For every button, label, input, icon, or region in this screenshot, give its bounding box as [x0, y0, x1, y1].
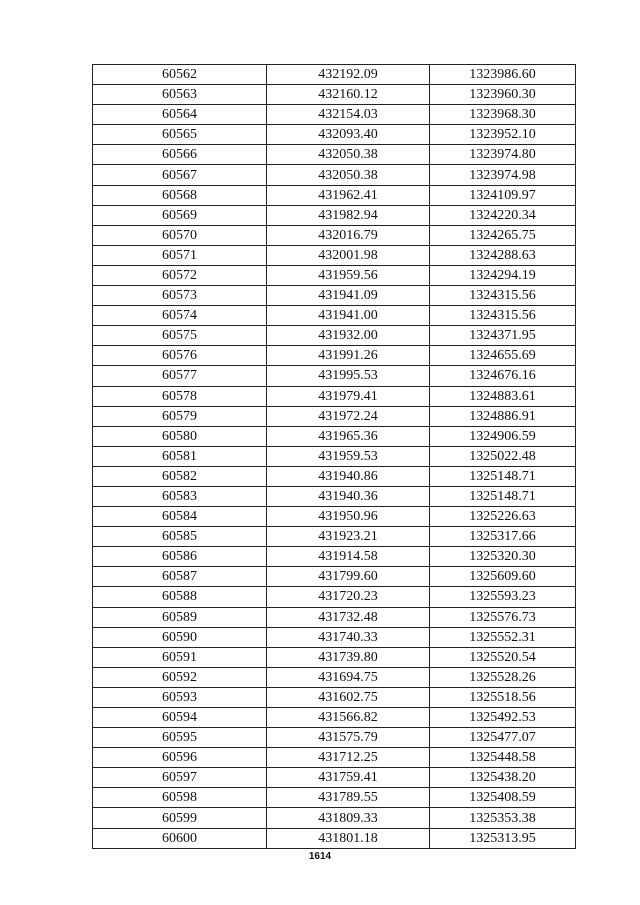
x-coordinate-cell: 432016.79: [267, 225, 430, 245]
table-row: [93, 65, 576, 85]
x-coordinate-cell: 431941.00: [267, 306, 430, 326]
y-coordinate-cell: 1323986.60: [430, 65, 576, 85]
x-coordinate-cell: 431740.33: [267, 627, 430, 647]
y-coordinate-cell: 1325528.26: [430, 667, 576, 687]
table-row: [93, 346, 576, 366]
point-id-cell: 60571: [93, 245, 267, 265]
x-coordinate-cell: 431941.09: [267, 286, 430, 306]
x-coordinate-cell: 431940.86: [267, 466, 430, 486]
x-coordinate-cell: 431602.75: [267, 687, 430, 707]
x-coordinate-cell: 432001.98: [267, 245, 430, 265]
x-coordinate-cell: 431995.53: [267, 366, 430, 386]
y-coordinate-cell: 1325313.95: [430, 828, 576, 848]
table-row: [93, 687, 576, 707]
x-coordinate-cell: 431982.94: [267, 205, 430, 225]
x-coordinate-cell: 431950.96: [267, 507, 430, 527]
x-coordinate-cell: 432050.38: [267, 165, 430, 185]
point-id-cell: 60600: [93, 828, 267, 848]
table-row: [93, 708, 576, 728]
y-coordinate-cell: 1323952.10: [430, 125, 576, 145]
y-coordinate-cell: 1325148.71: [430, 486, 576, 506]
x-coordinate-cell: 431972.24: [267, 406, 430, 426]
y-coordinate-cell: 1325552.31: [430, 627, 576, 647]
table-row: [93, 225, 576, 245]
point-id-cell: 60563: [93, 85, 267, 105]
table-row: [93, 205, 576, 225]
y-coordinate-cell: 1323974.80: [430, 145, 576, 165]
x-coordinate-cell: 432154.03: [267, 105, 430, 125]
point-id-cell: 60598: [93, 788, 267, 808]
table-row: [93, 326, 576, 346]
page-number: 1614: [308, 851, 332, 862]
point-id-cell: 60590: [93, 627, 267, 647]
point-id-cell: 60582: [93, 466, 267, 486]
y-coordinate-cell: 1324371.95: [430, 326, 576, 346]
table-row: [93, 507, 576, 527]
x-coordinate-cell: 431575.79: [267, 728, 430, 748]
y-coordinate-cell: 1324288.63: [430, 245, 576, 265]
x-coordinate-cell: 431801.18: [267, 828, 430, 848]
y-coordinate-cell: 1325477.07: [430, 728, 576, 748]
table-row: [93, 486, 576, 506]
table-row: [93, 125, 576, 145]
y-coordinate-cell: 1325448.58: [430, 748, 576, 768]
point-id-cell: 60593: [93, 687, 267, 707]
table-row: [93, 748, 576, 768]
y-coordinate-cell: 1324883.61: [430, 386, 576, 406]
point-id-cell: 60577: [93, 366, 267, 386]
point-id-cell: 60594: [93, 708, 267, 728]
table-row: [93, 286, 576, 306]
x-coordinate-cell: 431566.82: [267, 708, 430, 728]
table-row: [93, 627, 576, 647]
y-coordinate-cell: 1325148.71: [430, 466, 576, 486]
point-id-cell: 60599: [93, 808, 267, 828]
table-row: [93, 306, 576, 326]
table-row: [93, 647, 576, 667]
y-coordinate-cell: 1324315.56: [430, 306, 576, 326]
point-id-cell: 60585: [93, 527, 267, 547]
coordinates-table: [92, 64, 576, 849]
point-id-cell: 60579: [93, 406, 267, 426]
table-row: [93, 145, 576, 165]
point-id-cell: 60595: [93, 728, 267, 748]
y-coordinate-cell: 1325520.54: [430, 647, 576, 667]
x-coordinate-cell: 431959.53: [267, 446, 430, 466]
y-coordinate-cell: 1325408.59: [430, 788, 576, 808]
y-coordinate-cell: 1324886.91: [430, 406, 576, 426]
table-row: [93, 466, 576, 486]
point-id-cell: 60581: [93, 446, 267, 466]
x-coordinate-cell: 432192.09: [267, 65, 430, 85]
table-row: [93, 547, 576, 567]
y-coordinate-cell: 1323968.30: [430, 105, 576, 125]
table-row: [93, 366, 576, 386]
x-coordinate-cell: 431720.23: [267, 587, 430, 607]
y-coordinate-cell: 1323974.98: [430, 165, 576, 185]
table-row: [93, 426, 576, 446]
x-coordinate-cell: 432093.40: [267, 125, 430, 145]
y-coordinate-cell: 1324906.59: [430, 426, 576, 446]
table-row: [93, 607, 576, 627]
table-row: [93, 245, 576, 265]
table-row: [93, 788, 576, 808]
point-id-cell: 60596: [93, 748, 267, 768]
x-coordinate-cell: 431923.21: [267, 527, 430, 547]
x-coordinate-cell: 431962.41: [267, 185, 430, 205]
point-id-cell: 60574: [93, 306, 267, 326]
y-coordinate-cell: 1325317.66: [430, 527, 576, 547]
x-coordinate-cell: 432050.38: [267, 145, 430, 165]
x-coordinate-cell: 431694.75: [267, 667, 430, 687]
y-coordinate-cell: 1324294.19: [430, 265, 576, 285]
point-id-cell: 60568: [93, 185, 267, 205]
point-id-cell: 60588: [93, 587, 267, 607]
table-row: [93, 768, 576, 788]
y-coordinate-cell: 1324655.69: [430, 346, 576, 366]
table-body: [93, 65, 576, 849]
x-coordinate-cell: 431759.41: [267, 768, 430, 788]
point-id-cell: 60580: [93, 426, 267, 446]
point-id-cell: 60586: [93, 547, 267, 567]
table-row: [93, 667, 576, 687]
point-id-cell: 60589: [93, 607, 267, 627]
table-row: [93, 105, 576, 125]
x-coordinate-cell: 431979.41: [267, 386, 430, 406]
point-id-cell: 60567: [93, 165, 267, 185]
y-coordinate-cell: 1325576.73: [430, 607, 576, 627]
y-coordinate-cell: 1325593.23: [430, 587, 576, 607]
y-coordinate-cell: 1324220.34: [430, 205, 576, 225]
y-coordinate-cell: 1325609.60: [430, 567, 576, 587]
point-id-cell: 60592: [93, 667, 267, 687]
y-coordinate-cell: 1325438.20: [430, 768, 576, 788]
table-row: [93, 406, 576, 426]
point-id-cell: 60562: [93, 65, 267, 85]
x-coordinate-cell: 431940.36: [267, 486, 430, 506]
table-row: [93, 386, 576, 406]
table-row: [93, 808, 576, 828]
y-coordinate-cell: 1325492.53: [430, 708, 576, 728]
x-coordinate-cell: 431932.00: [267, 326, 430, 346]
x-coordinate-cell: 431739.80: [267, 647, 430, 667]
table-row: [93, 828, 576, 848]
y-coordinate-cell: 1325518.56: [430, 687, 576, 707]
point-id-cell: 60578: [93, 386, 267, 406]
point-id-cell: 60565: [93, 125, 267, 145]
point-id-cell: 60564: [93, 105, 267, 125]
x-coordinate-cell: 431712.25: [267, 748, 430, 768]
x-coordinate-cell: 431789.55: [267, 788, 430, 808]
y-coordinate-cell: 1323960.30: [430, 85, 576, 105]
table-row: [93, 265, 576, 285]
x-coordinate-cell: 432160.12: [267, 85, 430, 105]
table-row: [93, 587, 576, 607]
point-id-cell: 60583: [93, 486, 267, 506]
x-coordinate-cell: 431959.56: [267, 265, 430, 285]
point-id-cell: 60573: [93, 286, 267, 306]
point-id-cell: 60566: [93, 145, 267, 165]
point-id-cell: 60569: [93, 205, 267, 225]
point-id-cell: 60570: [93, 225, 267, 245]
x-coordinate-cell: 431732.48: [267, 607, 430, 627]
point-id-cell: 60587: [93, 567, 267, 587]
point-id-cell: 60575: [93, 326, 267, 346]
point-id-cell: 60572: [93, 265, 267, 285]
x-coordinate-cell: 431914.58: [267, 547, 430, 567]
x-coordinate-cell: 431809.33: [267, 808, 430, 828]
table-row: [93, 185, 576, 205]
table-row: [93, 165, 576, 185]
point-id-cell: 60576: [93, 346, 267, 366]
y-coordinate-cell: 1324676.16: [430, 366, 576, 386]
y-coordinate-cell: 1325022.48: [430, 446, 576, 466]
y-coordinate-cell: 1324109.97: [430, 185, 576, 205]
y-coordinate-cell: 1325320.30: [430, 547, 576, 567]
point-id-cell: 60597: [93, 768, 267, 788]
table-row: [93, 446, 576, 466]
table-row: [93, 728, 576, 748]
point-id-cell: 60584: [93, 507, 267, 527]
y-coordinate-cell: 1325353.38: [430, 808, 576, 828]
y-coordinate-cell: 1324315.56: [430, 286, 576, 306]
table-row: [93, 85, 576, 105]
y-coordinate-cell: 1324265.75: [430, 225, 576, 245]
x-coordinate-cell: 431991.26: [267, 346, 430, 366]
x-coordinate-cell: 431965.36: [267, 426, 430, 446]
table-row: [93, 567, 576, 587]
y-coordinate-cell: 1325226.63: [430, 507, 576, 527]
x-coordinate-cell: 431799.60: [267, 567, 430, 587]
table-row: [93, 527, 576, 547]
point-id-cell: 60591: [93, 647, 267, 667]
